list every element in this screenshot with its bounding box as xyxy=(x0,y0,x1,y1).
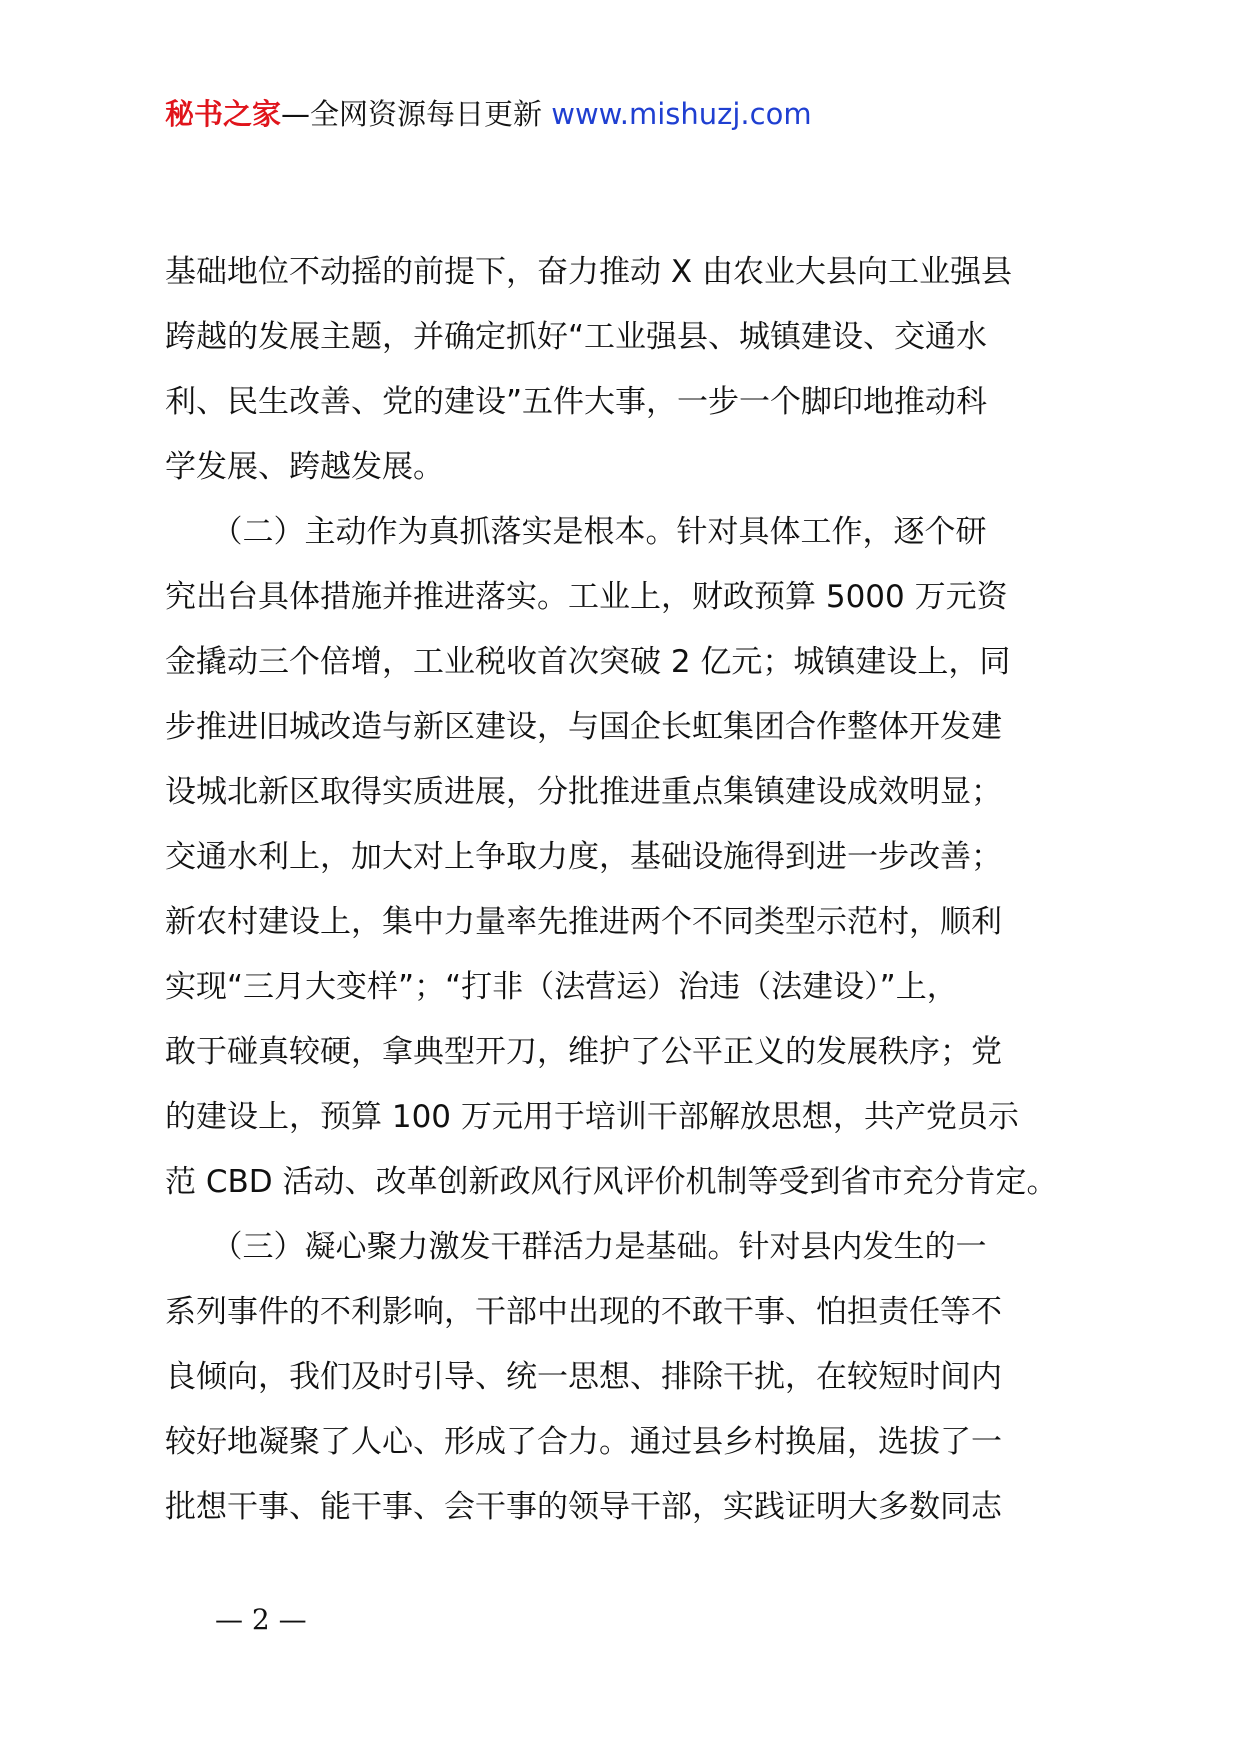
text-line: 系列事件的不利影响，干部中出现的不敢干事、怕担责任等不 xyxy=(165,1294,1002,1330)
text-line: （三）凝心聚力激发干群活力是基础。针对县内发生的一 xyxy=(165,1229,987,1265)
text-line: 金撬动三个倍增，工业税收首次突破 2 亿元；城镇建设上，同 xyxy=(165,644,1011,680)
site-header xyxy=(165,92,812,136)
text-line: 范 CBD 活动、改革创新政风行风评价机制等受到省市充分肯定。 xyxy=(165,1164,1058,1200)
text-line: 实现“三月大变样”；“打非（法营运）治违（法建设）”上， xyxy=(165,969,958,1005)
text-line: 交通水利上，加大对上争取力度，基础设施得到进一步改善； xyxy=(165,839,1002,875)
text-line: 究出台具体措施并推进落实。工业上，财政预算 5000 万元资 xyxy=(165,579,1008,615)
text-line: 步推进旧城改造与新区建设，与国企长虹集团合作整体开发建 xyxy=(165,709,1002,745)
text-line: 较好地凝聚了人心、形成了合力。通过县乡村换届，选拔了一 xyxy=(165,1424,1002,1460)
document-body xyxy=(165,240,1125,1540)
text-line: 的建设上，预算 100 万元用于培训干部解放思想，共产党员示 xyxy=(165,1099,1019,1135)
text-line: （二）主动作为真抓落实是根本。针对具体工作，逐个研 xyxy=(165,514,987,550)
text-line: 基础地位不动摇的前提下，奋力推动 X 由农业大县向工业强县 xyxy=(165,254,1012,290)
site-url-link[interactable]: www.mishuzj.com xyxy=(551,97,812,131)
text-line: 学发展、跨越发展。 xyxy=(165,449,444,485)
text-line: 良倾向，我们及时引导、统一思想、排除干扰，在较短时间内 xyxy=(165,1359,1002,1395)
text-line: 新农村建设上，集中力量率先推进两个不同类型示范村，顺利 xyxy=(165,904,1002,940)
header-tagline: —全网资源每日更新 xyxy=(281,97,543,131)
brand-name: 秘书之家 xyxy=(165,97,282,131)
text-line: 设城北新区取得实质进展，分批推进重点集镇建设成效明显； xyxy=(165,774,1002,810)
text-line: 利、民生改善、党的建设”五件大事，一步一个脚印地推动科 xyxy=(165,384,988,420)
text-line: 跨越的发展主题，并确定抓好“工业强县、城镇建设、交通水 xyxy=(165,319,988,355)
text-line: 批想干事、能干事、会干事的领导干部，实践证明大多数同志 xyxy=(165,1489,1002,1525)
text-line: 敢于碰真较硬，拿典型开刀，维护了公平正义的发展秩序；党 xyxy=(165,1034,1002,1070)
page-number: — 2 — xyxy=(215,1603,307,1636)
